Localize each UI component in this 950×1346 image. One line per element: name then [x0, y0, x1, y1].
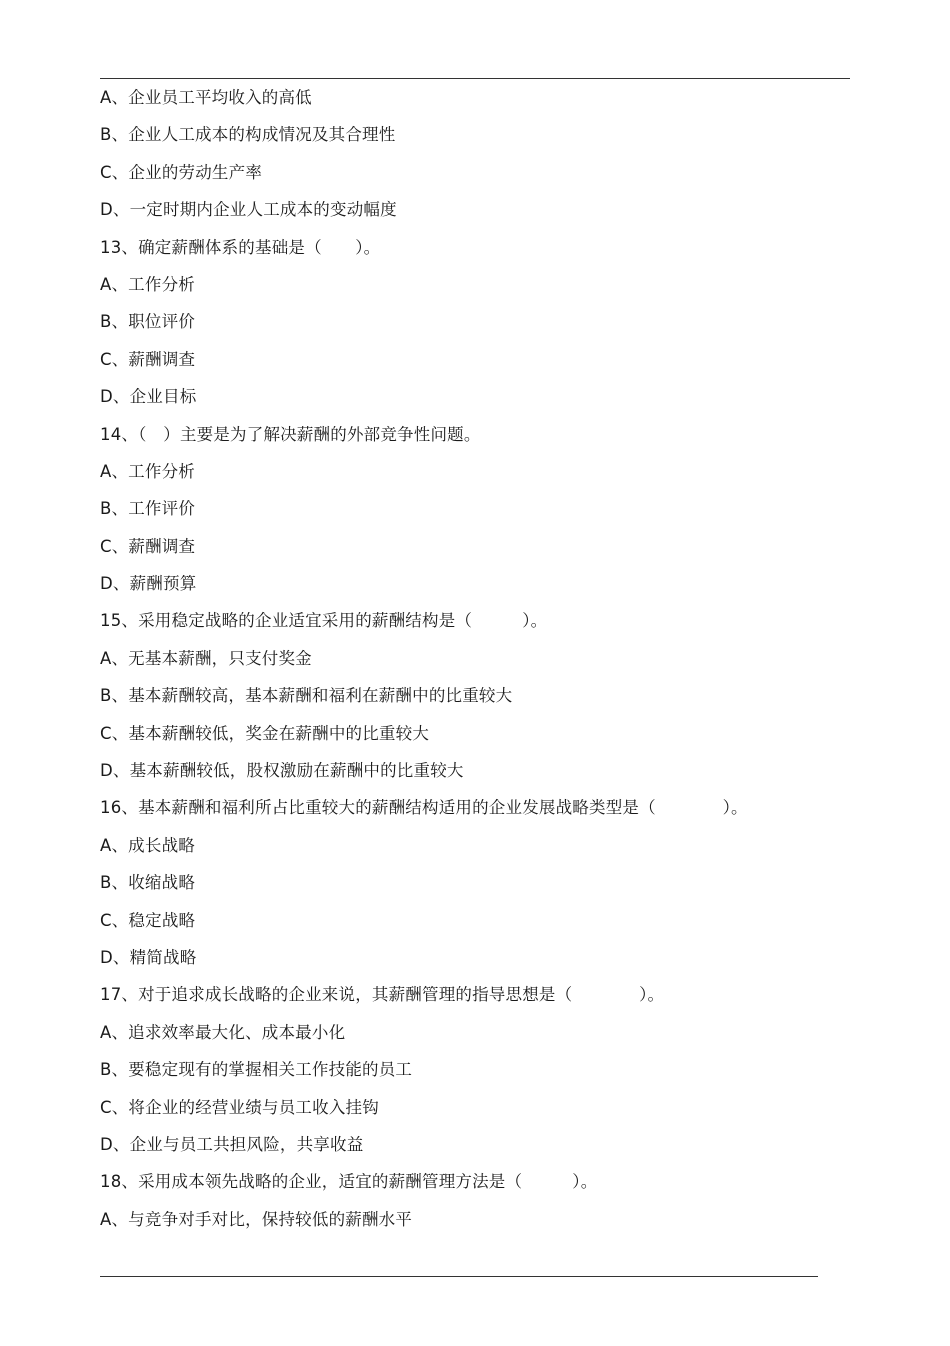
option-d: D、薪酬预算: [100, 574, 197, 594]
option-a: A、无基本薪酬，只支付奖金: [100, 648, 312, 668]
option-b: B、职位评价: [100, 312, 196, 332]
option-a: A、成长战略: [100, 835, 195, 855]
option-b: B、要稳定现有的掌握相关工作技能的员工: [100, 1060, 413, 1080]
option-a: A、企业员工平均收入的高低: [100, 88, 312, 107]
option-c: C、基本薪酬较低，奖金在薪酬中的比重较大: [100, 723, 430, 743]
question-16: 16、基本薪酬和福利所占比重较大的薪酬结构适用的企业发展战略类型是（ ）。: [100, 798, 748, 818]
option-b: B、收缩战略: [100, 873, 196, 893]
option-c: C、将企业的经营业绩与员工收入挂钩: [100, 1097, 379, 1117]
question-14: 14、（ ）主要是为了解决薪酬的外部竞争性问题。: [100, 424, 481, 444]
option-c: C、稳定战略: [100, 910, 196, 930]
question-18: 18、采用成本领先战略的企业，适宜的薪酬管理方法是（ ）。: [100, 1172, 598, 1192]
option-c: C、薪酬调查: [100, 536, 196, 556]
option-d: D、基本薪酬较低，股权激励在薪酬中的比重较大: [100, 761, 464, 781]
question-13: 13、确定薪酬体系的基础是（ ）。: [100, 237, 381, 257]
question-17: 17、对于追求成长战略的企业来说，其薪酬管理的指导思想是（ ）。: [100, 985, 665, 1005]
option-d: D、企业目标: [100, 387, 197, 407]
footer-rule: [100, 1276, 818, 1277]
header-rule: [100, 78, 850, 79]
option-a: A、追求效率最大化、成本最小化: [100, 1022, 346, 1042]
option-a: A、工作分析: [100, 461, 195, 481]
document-body: [100, 85, 850, 1244]
option-b: B、企业人工成本的构成情况及其合理性: [100, 125, 396, 145]
option-d: D、企业与员工共担风险，共享收益: [100, 1134, 364, 1154]
question-15: 15、采用稳定战略的企业适宜采用的薪酬结构是（ ）。: [100, 611, 548, 631]
option-b: B、基本薪酬较高，基本薪酬和福利在薪酬中的比重较大: [100, 686, 513, 706]
option-d: D、一定时期内企业人工成本的变动幅度: [100, 200, 397, 220]
option-d: D、精简战略: [100, 947, 197, 967]
option-a: A、与竞争对手对比，保持较低的薪酬水平: [100, 1209, 413, 1229]
option-c: C、企业的劳动生产率: [100, 162, 263, 182]
option-a: A、工作分析: [100, 274, 195, 294]
option-c: C、薪酬调查: [100, 349, 196, 369]
option-b: B、工作评价: [100, 499, 196, 519]
